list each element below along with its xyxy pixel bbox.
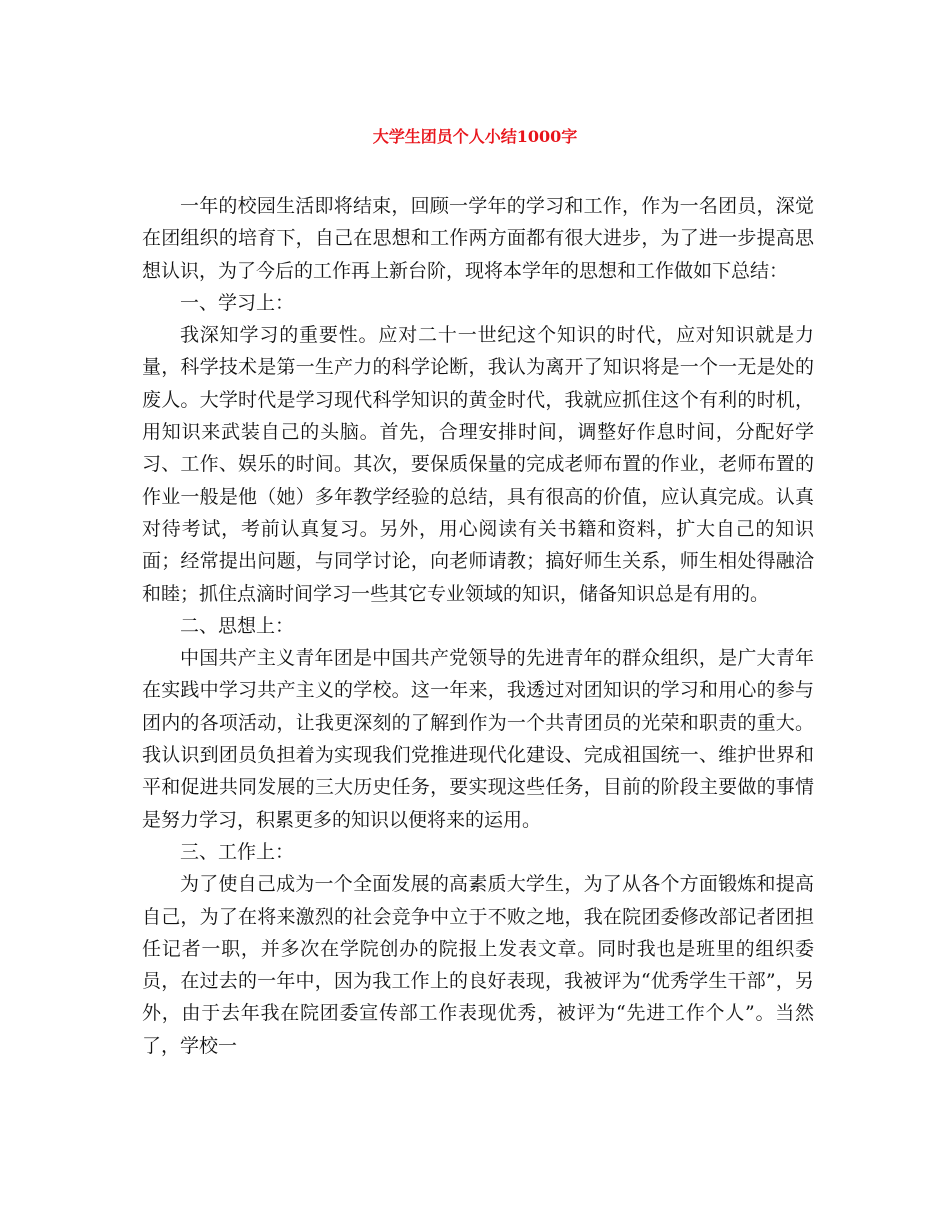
thought-paragraph: 中国共产主义青年团是中国共产党领导的先进青年的群众组织，是广大青年在实践中学习共产主义的学校。这一年来，我透过对团知识的学习和用心的参与团内的各项活动，让我更深刻的了解到作为一个共青团员的光荣和职责的重大。我认识到团员负担着为实现我们党推进现代化建设、完成祖国统一、维护世界和平和促进共同发展的三大历史任务，要实现这些任务，目前的阶段主要做的事情是努力学习，积累更多的知识以便将来的运用。 bbox=[142, 647, 814, 831]
study-paragraph: 我深知学习的重要性。应对二十一世纪这个知识的时代，应对知识就是力量，科学技术是第一生产力的科学论断，我认为离开了知识将是一个一无是处的废人。大学时代是学习现代科学知识的黄金时代，我就应抓住这个有利的时机，用知识来武装自己的头脑。首先，合理安排时间，调整好作息时间，分配好学习、工作、娱乐的时间。其次，要保质保量的完成老师布置的作业，老师布置的作业一般是他（她）多年教学经验的总结，具有很高的价值，应认真完成。认真对待考试，考前认真复习。另外，用心阅读有关书籍和资料，扩大自己的知识面；经常提出问题，与同学讨论，向老师请教；搞好师生关系，师生相处得融洽和睦；抓住点滴时间学习一些其它专业领域的知识，储备知识总是有用的。 bbox=[142, 324, 814, 605]
section-heading-study: 一、学习上： bbox=[180, 291, 295, 314]
document-title: 大学生团员个人小结1000字 bbox=[372, 127, 578, 146]
document-body bbox=[142, 190, 814, 1062]
intro-paragraph: 一年的校园生活即将结束，回顾一学年的学习和工作，作为一名团员，深觉在团组织的培育下，自己在思想和工作两方面都有很大进步，为了进一步提高思想认识，为了今后的工作再上新台阶，现将本学年的思想和工作做如下总结： bbox=[142, 195, 814, 282]
section-heading-work: 三、工作上： bbox=[180, 840, 295, 863]
work-paragraph: 为了使自己成为一个全面发展的高素质大学生，为了从各个方面锻炼和提高自己，为了在将来激烈的社会竞争中立于不败之地，我在院团委修改部记者团担任记者一职，并多次在学院创办的院报上发表文章。同时我也是班里的组织委员，在过去的一年中，因为我工作上的良好表现，我被评为“优秀学生干部”，另外，由于去年我在院团委宣传部工作表现优秀，被评为“先进工作个人”。当然了，学校一 bbox=[142, 873, 814, 1057]
section-heading-thought: 二、思想上： bbox=[180, 614, 295, 637]
